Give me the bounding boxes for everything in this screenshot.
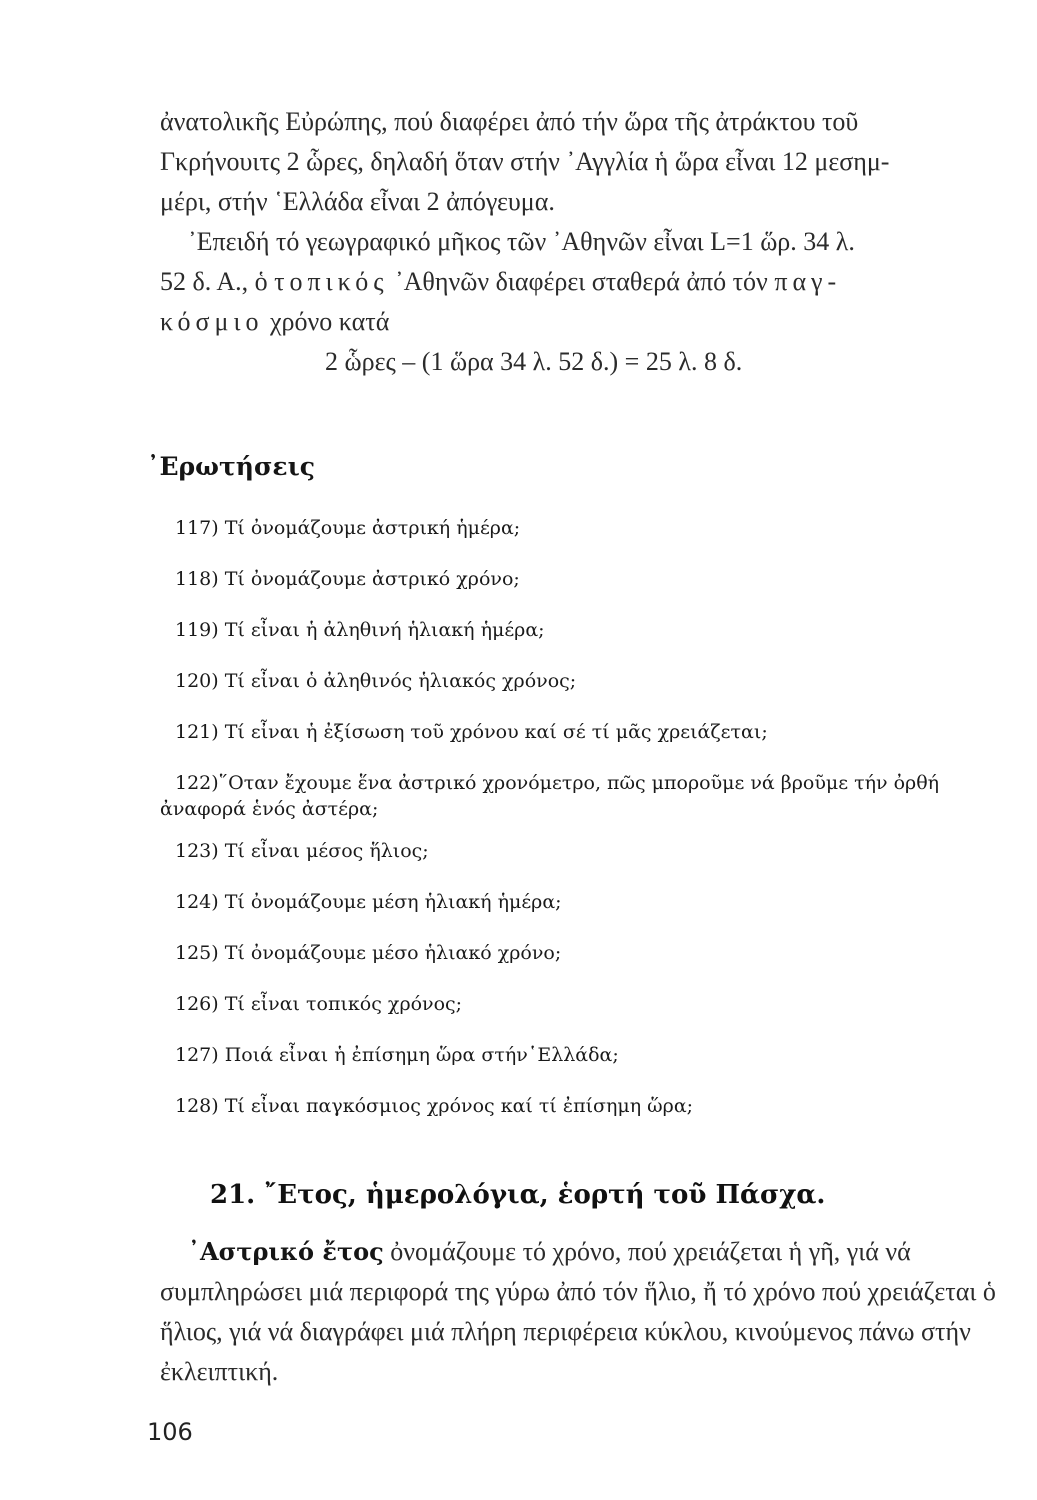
intro-line: ἀνατολικῆς Εὐρώπης, πού διαφέρει ἀπό τήν ὥρα τῆς ἀτράκτου τοῦ: [160, 107, 859, 136]
question-item: 127) Ποιά εἶναι ἡ ἐπίσημη ὥρα στήν῾Ελλάδα;: [175, 1044, 619, 1066]
section-title: 21. ῎Ετος, ἡμερολόγια, ἑορτή τοῦ Πάσχα.: [210, 1180, 826, 1210]
question-item: 120) Τί εἶναι ὁ ἀληθινός ἡλιακός χρόνος;: [175, 670, 577, 692]
intro-text: 52 δ. Α., ὁ: [160, 267, 275, 296]
intro-line: μέρι, στήν ῾Ελλάδα εἶναι 2 ἀπόγευμα.: [160, 187, 555, 216]
question-item: 125) Τί ὀνομάζουμε μέσο ἡλιακό χρόνο;: [175, 942, 562, 964]
question-item: 126) Τί εἶναι τοπικός χρόνος;: [175, 993, 463, 1015]
formula: 2 ὧρες – (1 ὥρα 34 λ. 52 δ.) = 25 λ. 8 δ.: [325, 347, 743, 376]
question-item: 117) Τί ὀνομάζουμε ἀστρική ἡμέρα;: [175, 517, 521, 539]
question-item: 118) Τί ὀνομάζουμε ἀστρικό χρόνο;: [175, 568, 520, 590]
emphasized-term: κόσμιο: [160, 307, 264, 336]
question-item: 124) Τί ὀνομάζουμε μέση ἡλιακή ἡμέρα;: [175, 891, 562, 913]
emphasized-term: τοπικός: [274, 267, 389, 296]
section-term: ᾿Αστρικό ἔτος: [188, 1237, 384, 1266]
question-item: 122)῞Οταν ἔχουμε ἕνα ἀστρικό χρονόμετρο, πῶς μποροῦμε νά βροῦμε τήν ὀρθή ἀναφορά ἑνός ἀστέρα;: [160, 772, 940, 820]
section-body-text: ὀνομάζουμε τό χρόνο, πού χρειάζεται ἡ γῆ, γιά νά συμπληρώσει μιά περιφορά της γύρω ἀπό τόν ἥλιο, ἤ τό χρόνο πού χρειάζεται ὁ ἥλιος, γιά νά διαγράφει μιά πλήρη περιφέρεια κύκλου, κινούμενος πάνω στήν ἐκλειπτική.: [160, 1237, 996, 1386]
intro-text: χρόνο κατά: [263, 307, 390, 336]
intro-line: [160, 262, 1005, 302]
emphasized-term: παγ-: [774, 267, 842, 296]
intro-paragraph: [160, 102, 1005, 382]
intro-line: Γκρήνουιτς 2 ὧρες, δηλαδή ὅταν στήν ᾿Αγγλία ἡ ὥρα εἶναι 12 μεσημ-: [160, 147, 890, 176]
section-body: [160, 1232, 1008, 1392]
questions-heading: ᾿Ερωτήσεις: [147, 452, 315, 481]
intro-text: ᾿Αθηνῶν διαφέρει σταθερά ἀπό τόν: [388, 267, 775, 296]
intro-line: [160, 302, 1005, 342]
question-item: 123) Τί εἶναι μέσος ἥλιος;: [175, 840, 429, 862]
page-number: 106: [147, 1418, 193, 1446]
question-item: 119) Τί εἶναι ἡ ἀληθινή ἡλιακή ἡμέρα;: [175, 619, 545, 641]
intro-line: ᾿Επειδή τό γεωγραφικό μῆκος τῶν ᾿Αθηνῶν εἶναι L=1 ὥρ. 34 λ.: [188, 227, 855, 256]
questions-list: [160, 515, 1000, 1144]
question-item: 128) Τί εἶναι παγκόσμιος χρόνος καί τί ἐπίσημη ὥρα;: [175, 1095, 694, 1117]
question-item: 121) Τί εἶναι ἡ ἐξίσωση τοῦ χρόνου καί σέ τί μᾶς χρειάζεται;: [175, 721, 768, 743]
